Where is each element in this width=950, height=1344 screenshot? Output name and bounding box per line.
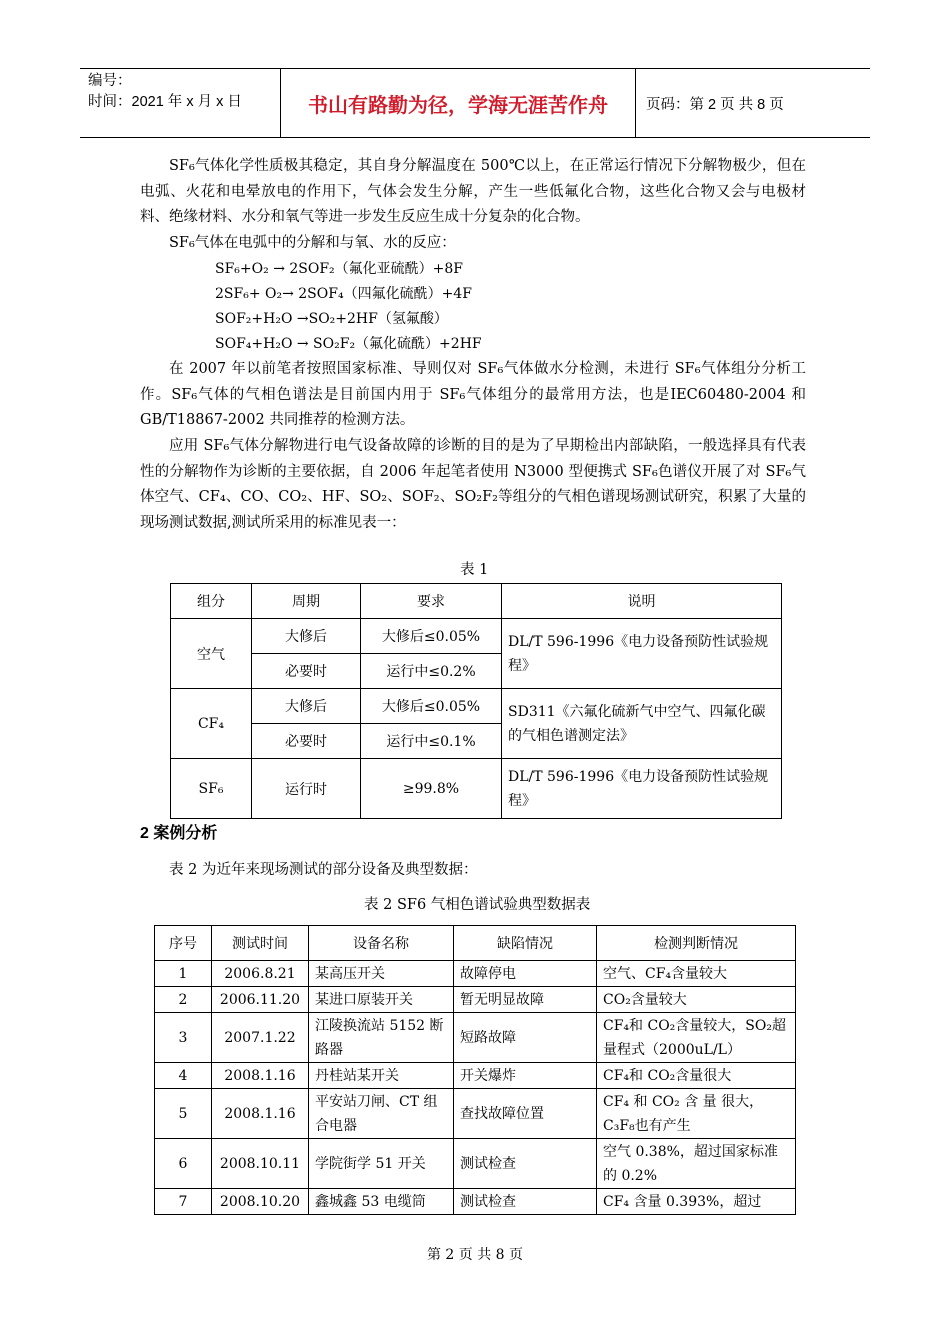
intro-paragraph-1: SF₆气体化学性质极其稳定，其自身分解温度在 500℃以上，在正常运行情况下分解物极少，但在电弧、火花和电晕放电的作用下，气体会发生分解，产生一些低氟化合物，这些化合物又会与电极材料、绝缘材料、水分和氧气等进一步发生反应生成十分复杂的化合物。 (140, 158, 806, 226)
equipment-name: 某进口原装开关 (309, 987, 454, 1013)
header-motto: 书山有路勤为径，学海无涯苦作舟 (281, 69, 636, 137)
equation-1: SF₆+O₂ → 2SOF₂（氟化亚硫酰）+8F (215, 260, 464, 277)
row-number: 3 (155, 1013, 212, 1063)
requirement-cell: 大修后≤0.05% (361, 689, 502, 724)
row-number: 6 (155, 1139, 212, 1189)
table-header: 周期 (252, 584, 361, 619)
test-result: CF₄和 CO₂含量较大，SO₂超量程式（2000uL/L） (597, 1013, 796, 1063)
table-row (155, 1063, 796, 1089)
intro-paragraph-3: 在 2007 年以前笔者按照国家标准、导则仅对 SF₆气体做水分检测，未进行 SF₆气体组分分析工作。SF₆气体的气相色谱法是目前国内用于 SF₆气体组分的最常用方法，也是IEC60480-2004 和 GB/T18867-2002 共同推荐的检测方法。 (140, 360, 806, 429)
table-header: 组分 (171, 584, 252, 619)
test-data-table (154, 925, 796, 1215)
equipment-name: 学院街学 51 开关 (309, 1139, 454, 1189)
test-result: CF₄ 和 CO₂ 含 量 很大，C₃F₈也有产生 (597, 1089, 796, 1139)
period-cell: 大修后 (252, 689, 361, 724)
equation-4: SOF₄+H₂O → SO₂F₂（氟化硫酰）+2HF (215, 335, 482, 352)
table2-caption: 表 2 SF6 气相色谱试验典型数据表 (364, 897, 591, 913)
row-number: 1 (155, 961, 212, 987)
test-date: 2008.1.16 (212, 1089, 309, 1139)
table-row (171, 619, 782, 654)
table-row (155, 961, 796, 987)
reaction-equations (140, 257, 806, 357)
defect-status: 测试检查 (454, 1189, 597, 1215)
table-header: 设备名称 (309, 926, 454, 961)
equipment-name: 平安站刀闸、CT 组合电器 (309, 1089, 454, 1139)
equipment-name: 江陵换流站 5152 断路器 (309, 1013, 454, 1063)
document-number-label: 编号： (88, 73, 132, 89)
requirement-cell: 运行中≤0.1% (361, 724, 502, 759)
test-date: 2006.8.21 (212, 961, 309, 987)
requirement-cell: ≥99.8% (361, 759, 502, 819)
period-cell: 必要时 (252, 724, 361, 759)
row-number: 7 (155, 1189, 212, 1215)
component-air: 空气 (171, 619, 252, 689)
table-header: 要求 (361, 584, 502, 619)
table-header: 序号 (155, 926, 212, 961)
test-date: 2007.1.22 (212, 1013, 309, 1063)
page-header (80, 68, 870, 138)
test-date: 2008.10.20 (212, 1189, 309, 1215)
table-header-row (155, 926, 796, 961)
row-number: 5 (155, 1089, 212, 1139)
table-row (155, 1189, 796, 1215)
defect-status: 暂无明显故障 (454, 987, 597, 1013)
test-result: CO₂含量较大 (597, 987, 796, 1013)
test-date: 2008.10.11 (212, 1139, 309, 1189)
row-number: 4 (155, 1063, 212, 1089)
note-cell: DL/T 596-1996《电力设备预防性试验规程》 (502, 619, 782, 689)
page-footer: 第 2 页 共 8 页 (426, 1247, 524, 1263)
period-cell: 必要时 (252, 654, 361, 689)
test-result: CF₄和 CO₂含量很大 (597, 1063, 796, 1089)
test-data-rows (155, 961, 796, 1215)
equipment-name: 丹桂站某开关 (309, 1063, 454, 1089)
period-cell: 运行时 (252, 759, 361, 819)
test-result: 空气、CF₄含量较大 (597, 961, 796, 987)
table1-caption: 表 1 (460, 562, 489, 578)
defect-status: 测试检查 (454, 1139, 597, 1189)
defect-status: 开关爆炸 (454, 1063, 597, 1089)
section2-paragraph: 表 2 为近年来现场测试的部分设备及典型数据： (169, 862, 478, 878)
requirement-cell: 大修后≤0.05% (361, 619, 502, 654)
table-header: 缺陷情况 (454, 926, 597, 961)
table-header: 检测判断情况 (597, 926, 796, 961)
intro-section (140, 154, 806, 537)
table-header: 说明 (502, 584, 782, 619)
table-row (155, 987, 796, 1013)
table-row (171, 759, 782, 819)
period-cell: 大修后 (252, 619, 361, 654)
defect-status: 故障停电 (454, 961, 597, 987)
defect-status: 短路故障 (454, 1013, 597, 1063)
note-cell: DL/T 596-1996《电力设备预防性试验规程》 (502, 759, 782, 819)
table-row (171, 689, 782, 724)
defect-status: 查找故障位置 (454, 1089, 597, 1139)
header-page-number: 页码：第 2 页 共 8 页 (646, 96, 784, 113)
test-date: 2008.1.16 (212, 1063, 309, 1089)
section-heading: 2 案例分析 (140, 825, 218, 842)
table-header: 测试时间 (212, 926, 309, 961)
component-cf4: CF₄ (171, 689, 252, 759)
equipment-name: 某高压开关 (309, 961, 454, 987)
requirement-cell: 运行中≤0.2% (361, 654, 502, 689)
equation-2: 2SF₆+ O₂→ 2SOF₄（四氟化硫酰）+4F (215, 285, 472, 302)
table-row (155, 1013, 796, 1063)
note-cell: SD311《六氟化硫新气中空气、四氟化碳的气相色谱测定法》 (502, 689, 782, 759)
equipment-name: 鑫城鑫 53 电缆筒 (309, 1189, 454, 1215)
header-meta (80, 69, 281, 137)
document-date: 时间：2021 年 x 月 x 日 (88, 94, 242, 110)
test-result: CF₄ 含量 0.393%，超过 (597, 1189, 796, 1215)
test-date: 2006.11.20 (212, 987, 309, 1013)
standards-table (170, 583, 782, 819)
intro-paragraph-2: SF₆气体在电弧中的分解和与氧、水的反应： (169, 235, 456, 252)
table-row (155, 1089, 796, 1139)
section2-body (140, 858, 806, 884)
table-row (155, 1139, 796, 1189)
table-header-row (171, 584, 782, 619)
component-sf6: SF₆ (171, 759, 252, 819)
intro-paragraph-4: 应用 SF₆气体分解物进行电气设备故障的诊断的目的是为了早期检出内部缺陷，一般选择具有代表性的分解物作为诊断的主要依据，自 2006 年起笔者使用 N3000 型便携式 SF₆色谱仪开展了对 SF₆气体空气、CF₄、CO、CO₂、HF、SO₂、SOF₂、SO₂F₂等组分的气相色谱现场测试研究，积累了大量的现场测试数据,测试所采用的标准见表一： (140, 437, 806, 532)
test-result: 空气 0.38%，超过国家标准的 0.2% (597, 1139, 796, 1189)
equation-3: SOF₂+H₂O →SO₂+2HF（氢氟酸） (215, 310, 448, 327)
row-number: 2 (155, 987, 212, 1013)
